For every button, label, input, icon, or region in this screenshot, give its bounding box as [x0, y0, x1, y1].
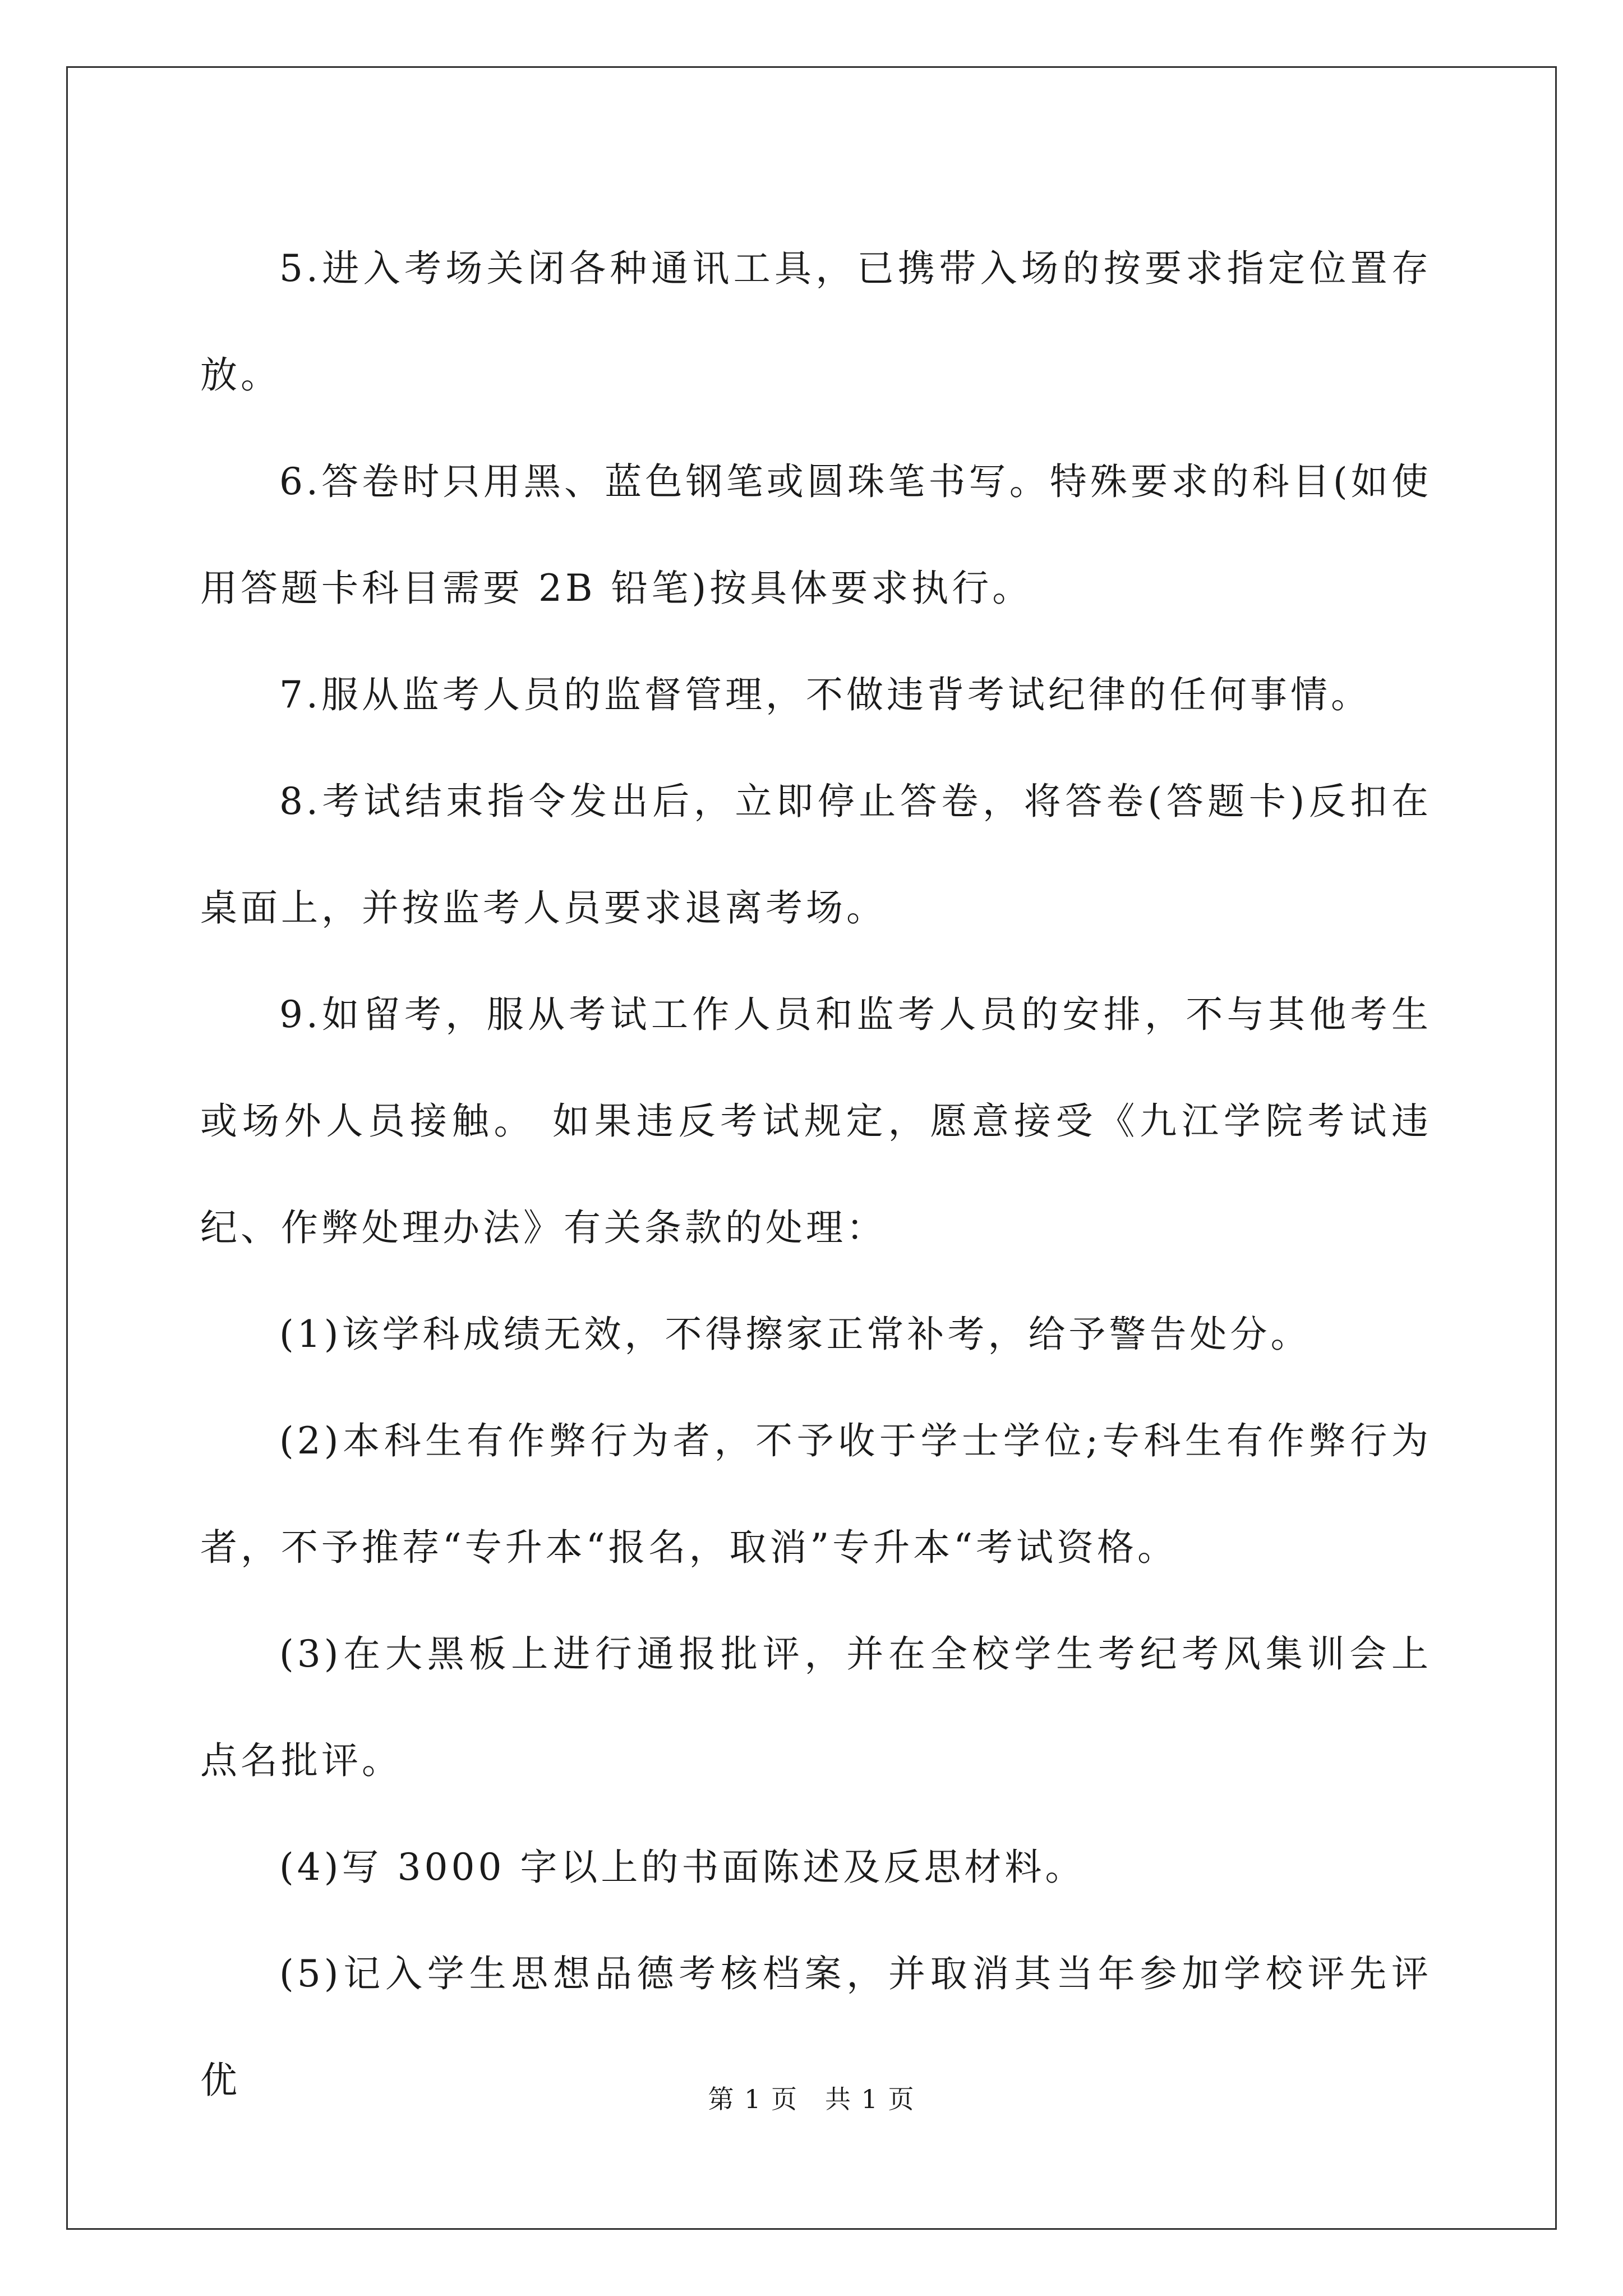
document-body — [200, 215, 1432, 2134]
penalty-item-1: (1)该学科成绩无效，不得擦家正常补考，给予警告处分。 — [279, 1313, 1311, 1356]
paragraph-item-7: 7.服从监考人员的监督管理，不做违背考试纪律的任何事情。 — [279, 673, 1371, 716]
page-total: 共 1 页 — [825, 2084, 915, 2114]
penalty-item-4: (4)写 3000 字以上的书面陈述及反思材料。 — [279, 1846, 1086, 1889]
paragraph-item-8: 8.考试结束指令发出后，立即停止答卷，将答卷(答题卡)反扣在桌面上，并按监考人员要求退离考场。 — [200, 780, 1432, 930]
page-footer — [0, 2082, 1623, 2116]
paragraph-item-9: 9.如留考，服从考试工作人员和监考人员的安排，不与其他考生或场外人员接触。 如果违反考试规定，愿意接受《九江学院考试违纪、作弊处理办法》有关条款的处理： — [200, 993, 1432, 1249]
paragraph-item-5: 5.进入考场关闭各种通讯工具，已携带入场的按要求指定位置存放。 — [200, 247, 1432, 397]
penalty-item-5: (5)记入学生思想品德考核档案，并取消其当年参加学校评先评优 — [200, 1952, 1432, 2102]
paragraph-item-6: 6.答卷时只用黑、蓝色钢笔或圆珠笔书写。特殊要求的科目(如使用答题卡科目需要 2B 铅笔)按具体要求执行。 — [200, 460, 1432, 610]
page-number: 第 1 页 — [708, 2084, 798, 2114]
penalty-item-3: (3)在大黑板上进行通报批评，并在全校学生考纪考风集训会上点名批评。 — [200, 1632, 1432, 1782]
penalty-item-2: (2)本科生有作弊行为者，不予收于学士学位;专科生有作弊行为者，不予推荐“专升本“报名，取消”专升本“考试资格。 — [200, 1419, 1432, 1569]
